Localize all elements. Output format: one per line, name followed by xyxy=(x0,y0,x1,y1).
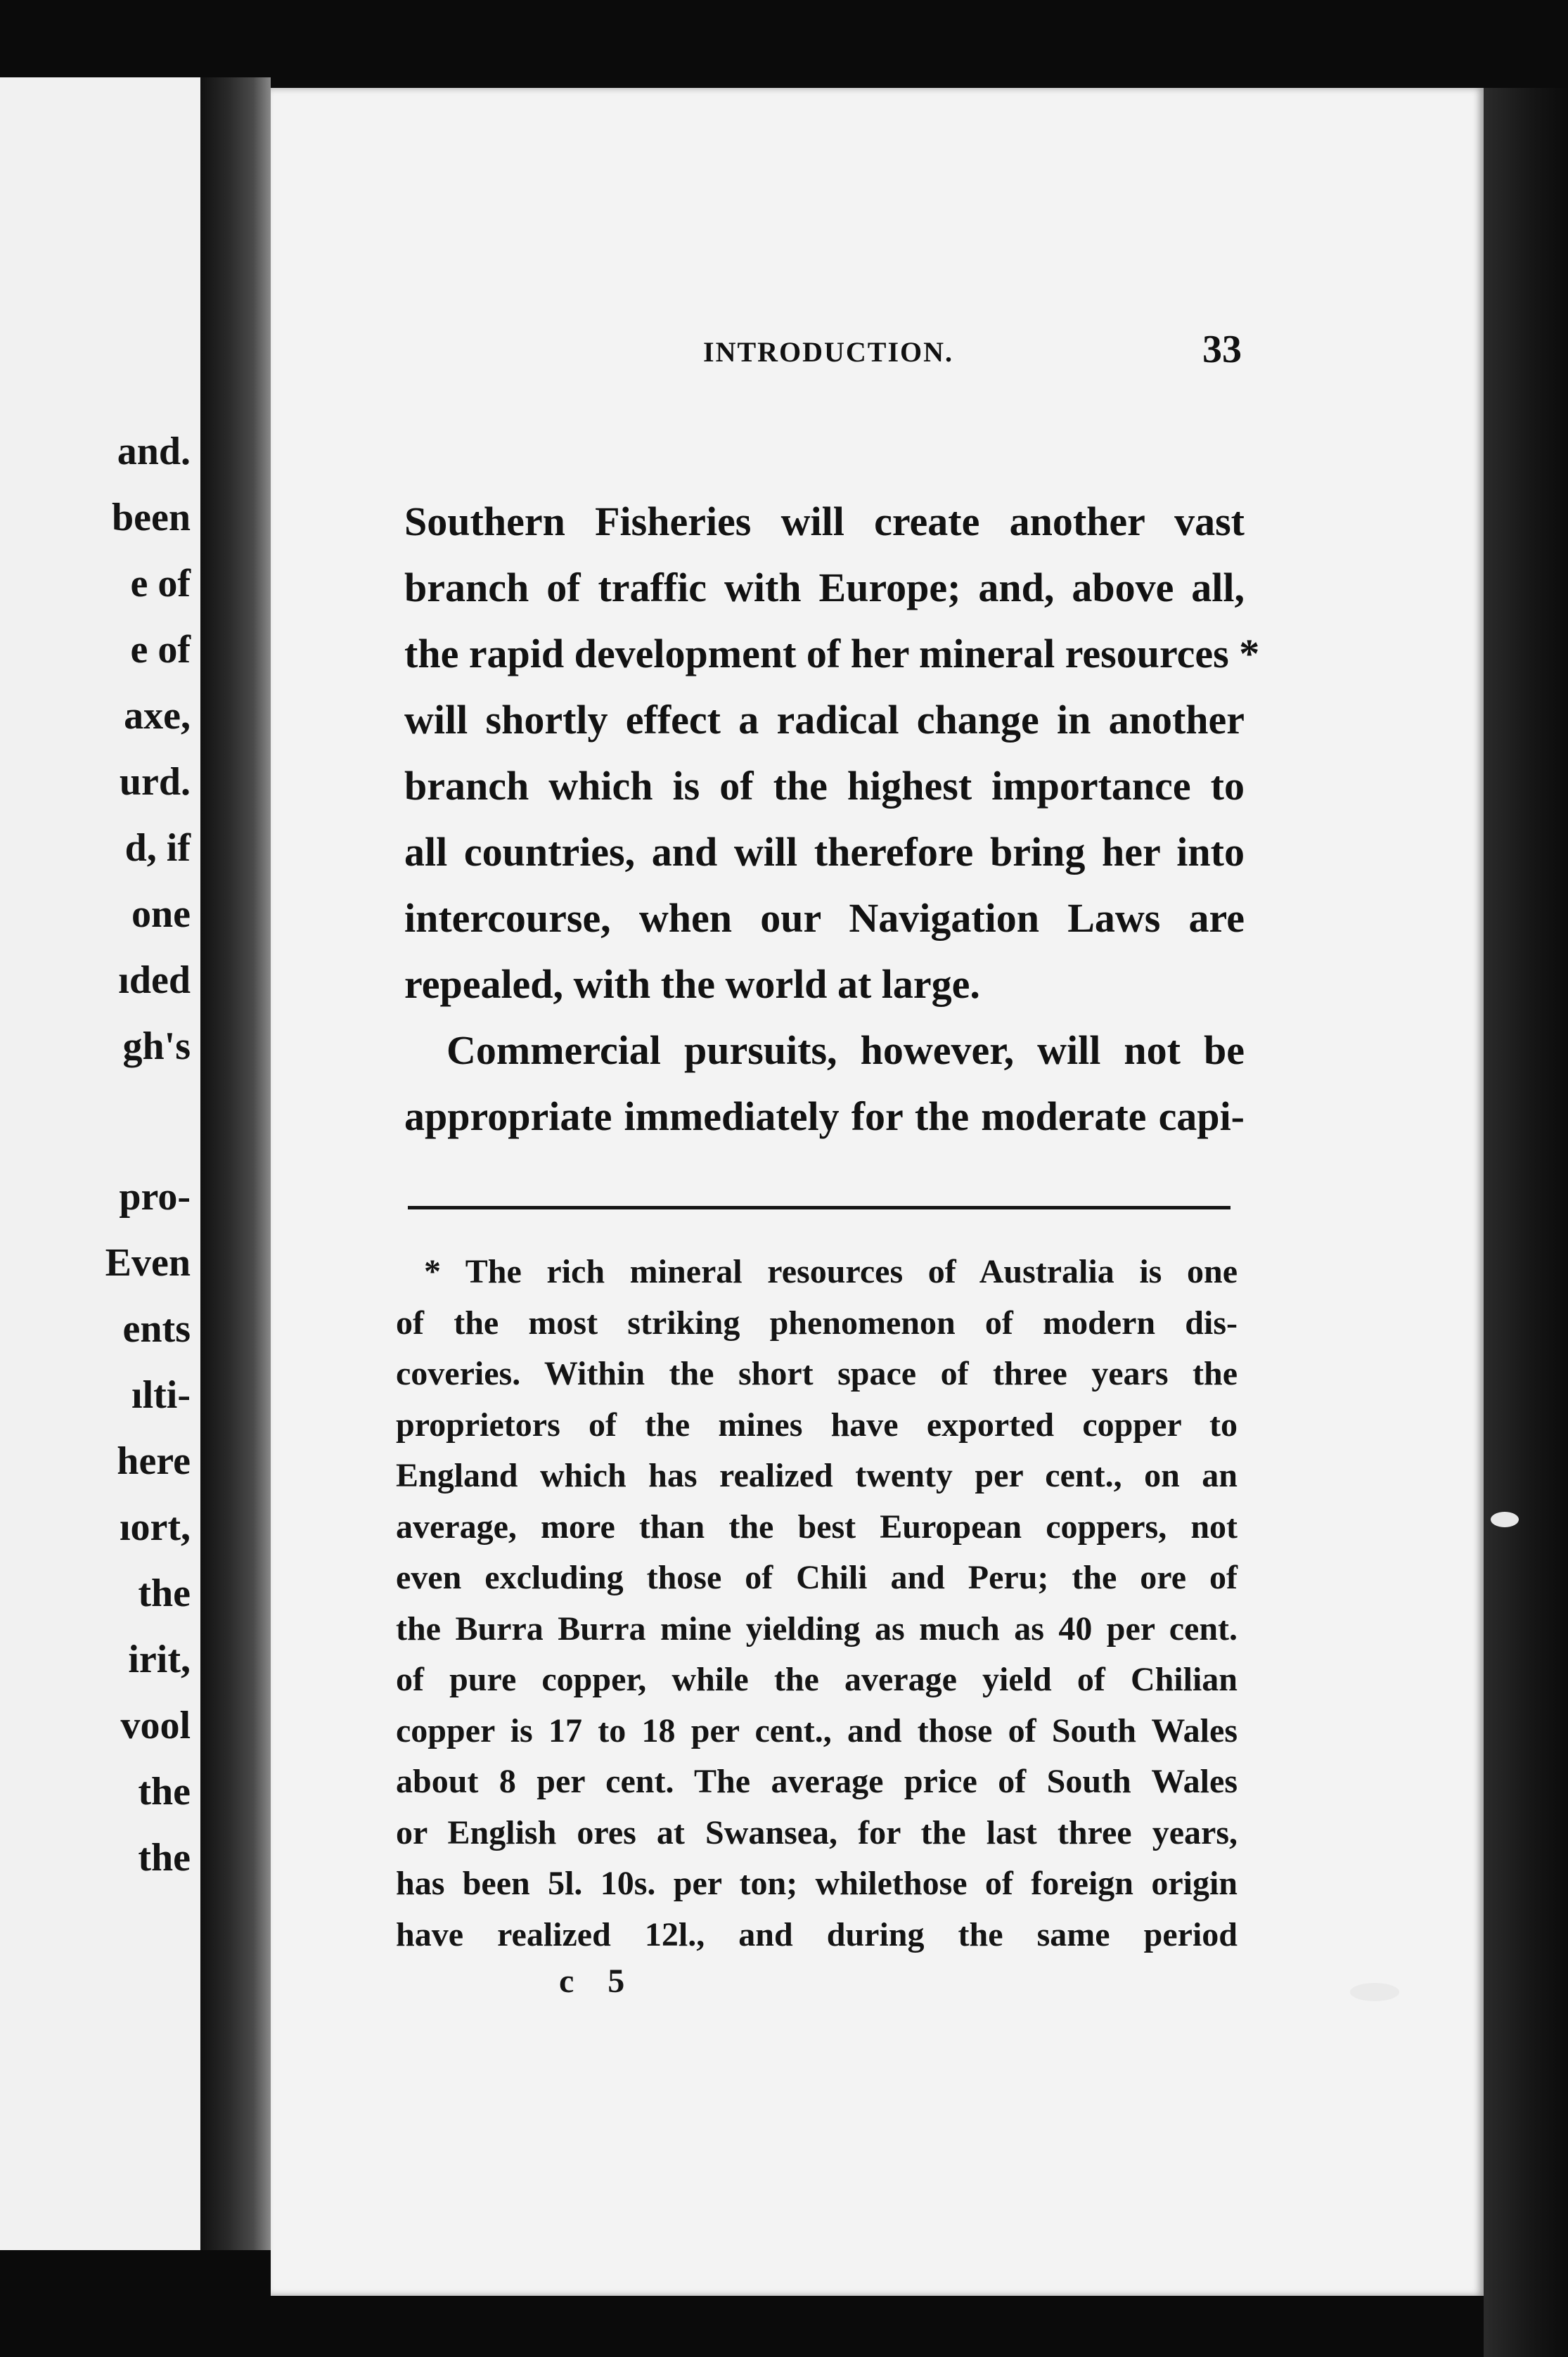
edge-word: e of xyxy=(130,628,191,672)
edge-word: vool xyxy=(120,1704,191,1747)
page-number: 33 xyxy=(1202,328,1242,371)
footnote-separator-rule xyxy=(408,1206,1230,1209)
edge-word: been xyxy=(112,496,191,539)
edge-word: urd. xyxy=(119,760,191,804)
footnote-line: the Burra Burra mine yielding as much as 40 per cent. xyxy=(396,1610,1238,1648)
footnote-line: * The rich mineral resources of Australia is one xyxy=(424,1253,1238,1290)
footnote-line: copper is 17 to 18 per cent., and those of South Wales xyxy=(396,1711,1238,1749)
book-page xyxy=(271,88,1484,2296)
footnote-line: have realized 12l., and during the same period xyxy=(396,1915,1238,1953)
body-line: all countries, and will therefore bring her into xyxy=(404,829,1245,875)
footnote-line: average, more than the best European coppers, not xyxy=(396,1508,1238,1546)
body-line: intercourse, when our Navigation Laws are xyxy=(404,895,1245,941)
body-line: will shortly effect a radical change in another xyxy=(404,697,1245,743)
footnote-line: proprietors of the mines have exported copper to xyxy=(396,1406,1238,1444)
body-line: branch which is of the highest importance to xyxy=(404,763,1245,809)
edge-word: Even xyxy=(105,1241,191,1285)
edge-word: the xyxy=(138,1836,191,1880)
edge-word: the xyxy=(138,1572,191,1615)
footnote-line: of the most striking phenomenon of modern dis- xyxy=(396,1304,1238,1342)
edge-word: gh's xyxy=(122,1025,191,1068)
binding-gutter xyxy=(200,77,271,2250)
running-head xyxy=(271,327,1484,383)
body-line: Commercial pursuits, however, will not be xyxy=(446,1027,1245,1073)
edge-word: irit, xyxy=(128,1638,191,1681)
body-line: the rapid development of her mineral resources * xyxy=(404,631,1260,676)
footnote-line: coveries. Within the short space of three years the xyxy=(396,1355,1238,1392)
body-line: repealed, with the world at large. xyxy=(404,961,980,1007)
edge-word: d, if xyxy=(124,826,191,870)
footnote-line: has been 5l. 10s. per ton; whilethose of foreign origin xyxy=(396,1865,1238,1902)
scan-speck xyxy=(1350,1983,1399,2001)
running-head-title: INTRODUCTION. xyxy=(703,336,954,368)
facing-page-left xyxy=(0,77,200,2250)
footnote-line: even excluding those of Chili and Peru; the ore of xyxy=(396,1559,1238,1596)
footnote-line: or English ores at Swansea, for the last three years, xyxy=(396,1813,1238,1851)
signature-mark: c 5 xyxy=(559,1963,638,2000)
page-edge-shadow xyxy=(1484,88,1568,2357)
edge-word: ıded xyxy=(118,958,191,1002)
body-line: branch of traffic with Europe; and, above all, xyxy=(404,565,1245,610)
footnote-line: of pure copper, while the average yield of Chilian xyxy=(396,1661,1238,1698)
edge-word: here xyxy=(117,1439,191,1483)
scan-speck xyxy=(1491,1512,1519,1527)
edge-word: the xyxy=(138,1770,191,1813)
body-line: appropriate immediately for the moderate capi- xyxy=(404,1093,1245,1139)
footnote-line: about 8 per cent. The average price of South Wales xyxy=(396,1763,1238,1800)
edge-word: e of xyxy=(130,562,191,605)
edge-word: ılti- xyxy=(131,1373,191,1417)
body-paragraphs xyxy=(404,489,1260,1150)
edge-word: ents xyxy=(122,1307,191,1351)
body-line: Southern Fisheries will create another vast xyxy=(404,499,1245,544)
edge-word: pro- xyxy=(119,1175,191,1219)
edge-word: axe, xyxy=(124,694,191,738)
footnote-line: England which has realized twenty per cent., on an xyxy=(396,1457,1238,1494)
edge-word: ıort, xyxy=(119,1505,191,1549)
edge-word: one xyxy=(131,892,191,936)
footnote xyxy=(396,1247,1238,1960)
edge-word: and. xyxy=(117,430,191,473)
